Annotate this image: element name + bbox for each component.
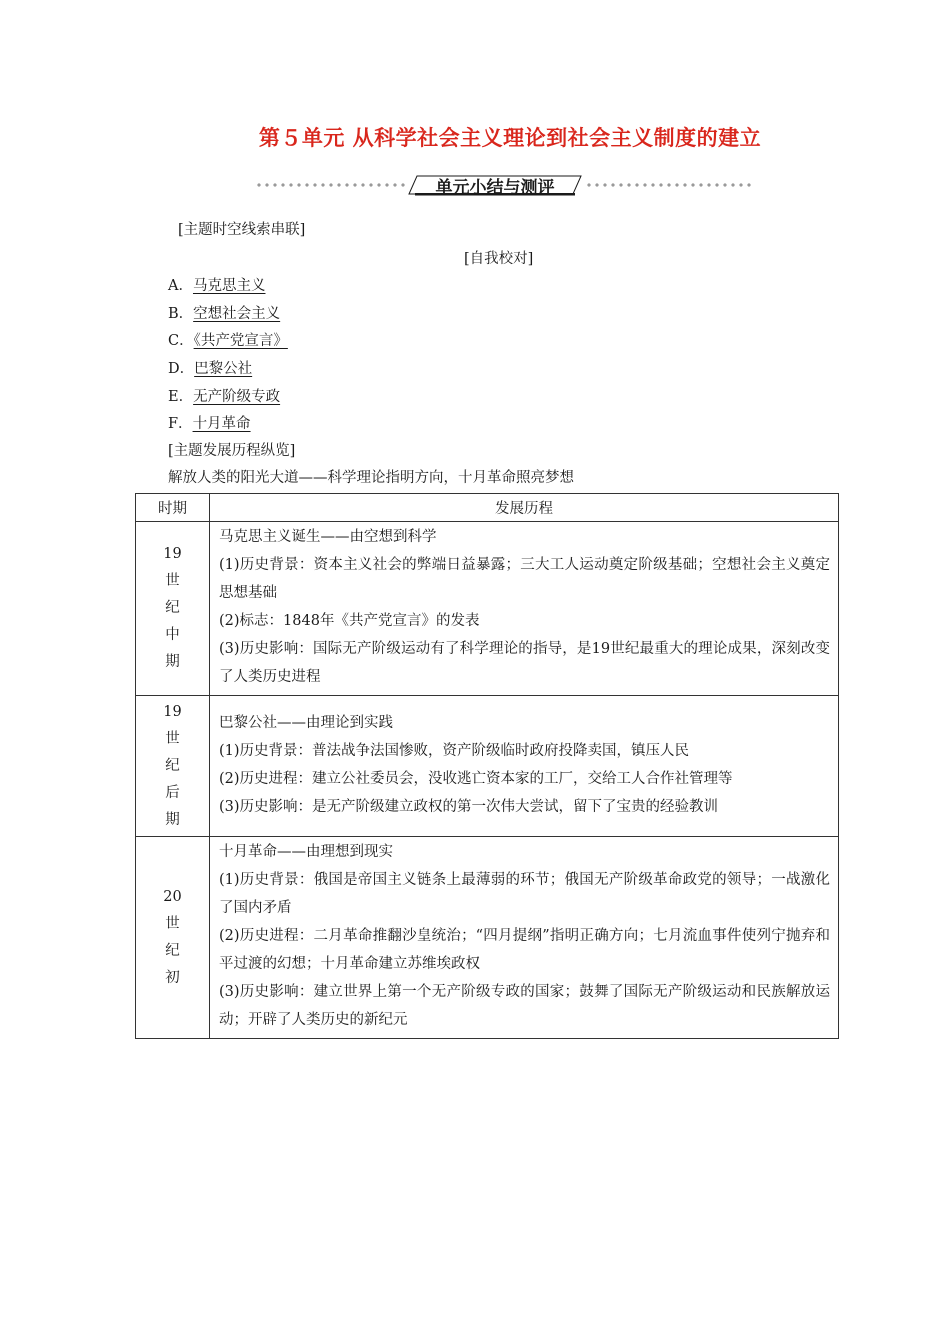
content-cell xyxy=(210,522,839,696)
answer-text: 十月革命 xyxy=(192,416,251,432)
answer-letter: F． xyxy=(168,416,193,432)
period-cell xyxy=(136,696,210,837)
banner-title: 单元小结与测评 xyxy=(435,178,555,198)
period-char: 纪 xyxy=(165,757,180,774)
period-cell xyxy=(136,837,210,1039)
development-table xyxy=(135,493,839,1039)
period-char: 世 xyxy=(165,573,180,589)
answer-item xyxy=(168,388,280,406)
section-banner xyxy=(255,172,755,198)
table-row xyxy=(136,696,839,837)
period-cell xyxy=(136,522,210,696)
table-row xyxy=(136,837,839,1039)
section-heading-development: [主题发展历程纵览] xyxy=(168,443,296,459)
period-char: 世 xyxy=(165,730,180,747)
unit-title: 第５单元 从科学社会主义理论到社会主义制度的建立 xyxy=(258,126,762,150)
period-char: 期 xyxy=(165,811,180,828)
table-row xyxy=(136,522,839,696)
content-line: (1)历史背景：俄国是帝国主义链条上最薄弱的环节；俄国无产阶级革命政党的领导；一战激化了国内矛盾 xyxy=(219,872,830,916)
period-char: 世 xyxy=(165,915,180,932)
header-period: 时期 xyxy=(136,494,210,522)
intro-text: 解放人类的阳光大道——科学理论指明方向，十月革命照亮梦想 xyxy=(168,470,574,486)
answer-item xyxy=(168,277,265,295)
header-development: 发展历程 xyxy=(210,494,839,522)
content-line: 十月革命——由理想到现实 xyxy=(219,844,393,860)
banner-dots-left xyxy=(255,183,405,187)
period-char: 20 xyxy=(163,888,182,905)
content-line: (3)历史影响：国际无产阶级运动有了科学理论的指导，是19世纪最重大的理论成果，深刻改变了人类历史进程 xyxy=(219,641,830,685)
content-line: (1)历史背景：资本主义社会的弊端日益暴露；三大工人运动奠定阶级基础；空想社会主义奠定思想基础 xyxy=(219,557,830,601)
answer-letter: A． xyxy=(168,278,193,294)
period-char: 19 xyxy=(163,703,182,720)
banner-dots-right xyxy=(585,183,755,187)
content-line: (2)标志：1848年《共产党宣言》的发表 xyxy=(219,613,480,629)
answer-text: 无产阶级专政 xyxy=(193,389,281,405)
answer-item xyxy=(168,332,288,350)
period-char: 纪 xyxy=(165,600,180,616)
content-line: (2)历史进程：建立公社委员会，没收逃亡资本家的工厂，交给工人合作社管理等 xyxy=(219,770,733,787)
answer-text: 巴黎公社 xyxy=(194,361,253,377)
answer-text: 《共产党宣言》 xyxy=(193,333,288,349)
content-cell xyxy=(210,837,839,1039)
answer-letter: E． xyxy=(168,389,194,405)
self-check-heading: [自我校对] xyxy=(464,251,534,267)
content-line: (2)历史进程：二月革命推翻沙皇统治；“四月提纲”指明正确方向；七月流血事件使列宁抛弃和平过渡的幻想；十月革命建立苏维埃政权 xyxy=(219,928,830,972)
table-header-row xyxy=(136,494,839,522)
period-char: 后 xyxy=(165,784,180,801)
period-char: 期 xyxy=(165,654,180,670)
answer-letter: D． xyxy=(168,361,195,377)
answer-text: 空想社会主义 xyxy=(193,306,281,322)
content-line: (3)历史影响：建立世界上第一个无产阶级专政的国家；鼓舞了国际无产阶级运动和民族解放运动；开辟了人类历史的新纪元 xyxy=(219,984,830,1028)
answer-text: 马克思主义 xyxy=(192,278,266,294)
answer-letter: C． xyxy=(168,333,194,349)
content-line: (1)历史背景：普法战争法国惨败，资产阶级临时政府投降卖国，镇压人民 xyxy=(219,742,690,759)
answer-item xyxy=(168,360,252,378)
content-cell xyxy=(210,696,839,837)
answer-item xyxy=(168,305,280,323)
period-char: 初 xyxy=(165,969,180,986)
period-char: 中 xyxy=(165,627,180,643)
answer-item xyxy=(168,415,251,433)
content-line: 巴黎公社——由理论到实践 xyxy=(219,714,393,731)
period-char: 19 xyxy=(163,546,182,562)
answer-letter: B． xyxy=(168,306,194,322)
content-line: (3)历史影响：是无产阶级建立政权的第一次伟大尝试，留下了宝贵的经验教训 xyxy=(219,798,719,815)
content-line: 马克思主义诞生——由空想到科学 xyxy=(219,529,437,545)
section-heading-timeline: [主题时空线索串联] xyxy=(178,222,306,238)
period-char: 纪 xyxy=(165,942,180,959)
